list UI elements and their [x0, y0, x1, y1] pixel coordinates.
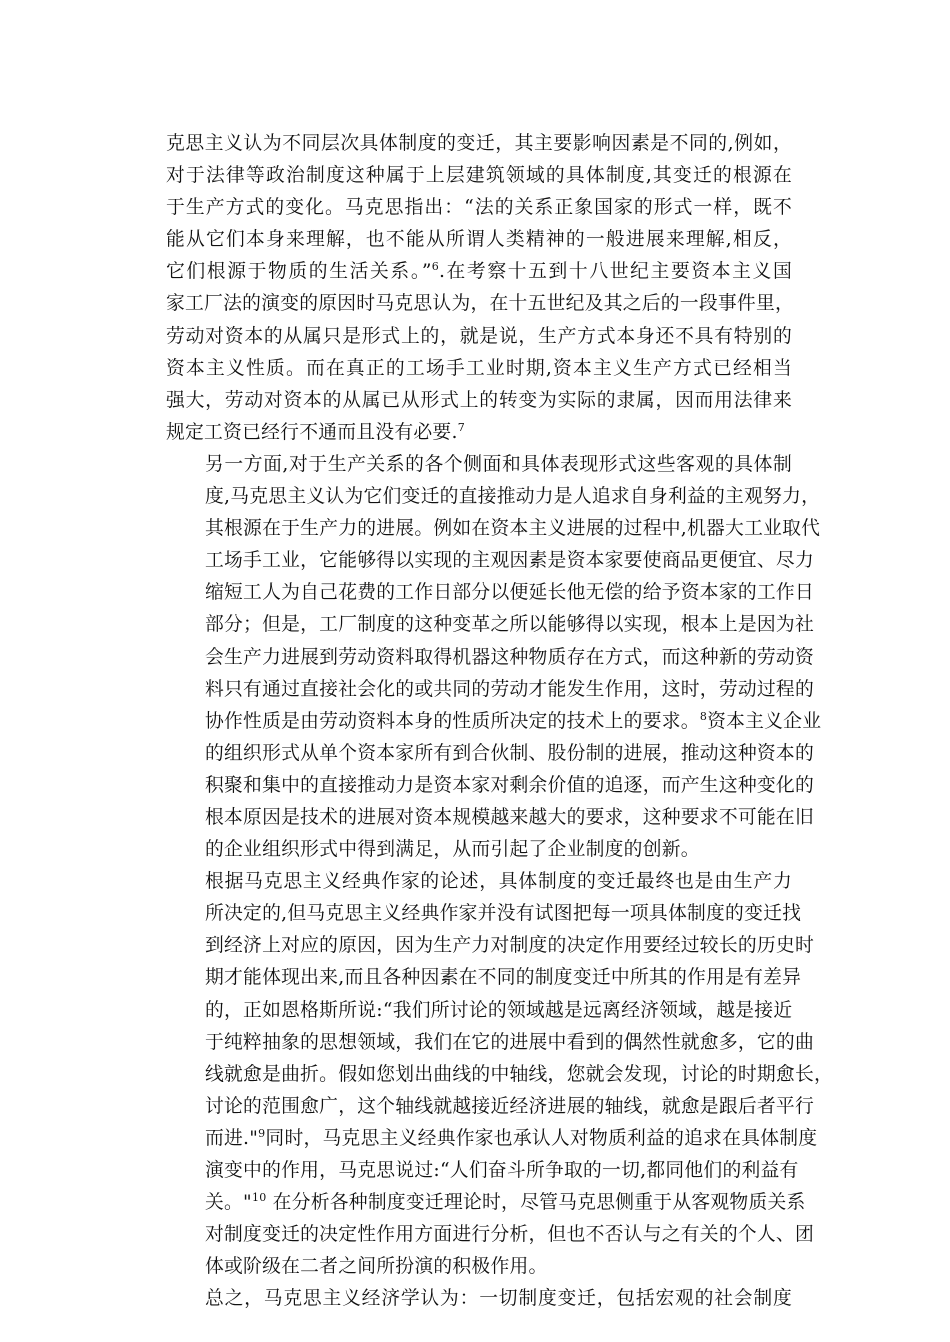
- text-line: [166, 802, 814, 834]
- text-line: [166, 962, 802, 994]
- text-line: [166, 321, 792, 353]
- line-text: 部分；但是，工厂制度的这种变革之所以能够得以实现，根本上是因为社: [205, 614, 814, 636]
- line-text-continued: 同时，马克思主义经典作家也承认人对物质利益的追求在具体制度: [265, 1127, 818, 1149]
- text-line: [166, 866, 792, 898]
- line-text: 缩短工人为自己花费的工作日部分以便延长他无偿的给予资本家的工作日: [205, 582, 814, 604]
- footnote-marker: 9: [258, 1126, 266, 1140]
- footnote-marker: 10: [251, 1191, 267, 1205]
- text-line: [166, 770, 814, 802]
- line-text: 规定工资已经行不通而且没有必要.: [166, 421, 458, 443]
- text-line: [166, 224, 792, 256]
- text-line: [166, 1283, 792, 1315]
- text-line: [166, 545, 814, 577]
- paragraph: [166, 128, 795, 449]
- line-text: 劳动对资本的从属只是形式上的，就是说，生产方式本身还不具有特别的: [166, 325, 792, 347]
- text-line: [166, 481, 821, 513]
- line-text: 能从它们本身来理解，也不能从所谓人类精神的一般进展来理解,相反，: [166, 229, 792, 251]
- footnote-marker: 8: [699, 709, 708, 723]
- paragraph: [166, 1283, 792, 1315]
- line-text: 克思主义认为不同层次具体制度的变迁，其主要影响因素是不同的,例如，: [166, 133, 792, 154]
- text-line: [166, 1123, 818, 1155]
- line-text: 强大，劳动对资本的从属已从形式上的转变为实际的隶属，因而用法律来: [166, 389, 792, 411]
- line-text: 它们根源于物质的生活关系。”: [166, 261, 432, 283]
- line-text: 于纯粹抽象的思想领域，我们在它的进展中看到的偶然性就愈多，它的曲: [205, 1031, 814, 1053]
- text-line: [166, 834, 792, 866]
- line-text: 根据马克思主义经典作家的论述，具体制度的变迁最终也是由生产力: [205, 871, 792, 893]
- line-text: 积聚和集中的直接推动力是资本家对剩余价值的追逐，而产生这种变化的: [205, 774, 814, 796]
- text-line: [166, 256, 792, 288]
- line-text: 对制度变迁的决定性作用方面进行分析，但也不否认与之有关的个人、团: [205, 1224, 814, 1246]
- text-line: [166, 1187, 806, 1219]
- line-text: 会生产力进展到劳动资料取得机器这种物质存在方式，而这种新的劳动资: [205, 646, 814, 668]
- text-line: [166, 288, 795, 320]
- footnote-marker: 7: [457, 420, 465, 434]
- paragraph: [166, 866, 834, 1283]
- line-text-continued: 在分析各种制度变迁理论时，尽管马克思侧重于从客观物质关系: [266, 1192, 806, 1214]
- text-line: [166, 706, 822, 738]
- line-text: 总之，马克思主义经济学认为：一切制度变迁，包括宏观的社会制度: [205, 1288, 792, 1310]
- text-line: [166, 160, 792, 192]
- line-text-continued: .在考察十五到十八世纪主要资本主义国: [438, 261, 792, 283]
- text-line: [166, 1219, 814, 1251]
- line-text: 对于法律等政治制度这种属于上层建筑领域的具体制度,其变迁的根源在: [166, 165, 792, 187]
- line-text: 体或阶级在二者之间所扮演的积极作用。: [205, 1256, 548, 1278]
- line-text-continued: 资本主义企业: [707, 710, 822, 732]
- line-text: 度,马克思主义认为它们变迁的直接推动力是人追求自身利益的主观努力，: [205, 486, 821, 508]
- text-line: [166, 449, 792, 481]
- line-text: 的，正如恩格斯所说:“我们所讨论的领域越是远离经济领域，越是接近: [205, 999, 793, 1021]
- text-line: [166, 353, 792, 385]
- line-text: 讨论的范围愈广，这个轴线就越接近经济进展的轴线，就愈是跟后者平行: [205, 1095, 814, 1117]
- body-text: [166, 128, 834, 1315]
- text-line: [166, 128, 792, 160]
- line-text: 关。": [205, 1192, 252, 1214]
- line-text: 资本主义性质。而在真正的工场手工业时期,资本主义生产方式已经相当: [166, 357, 792, 379]
- line-text: 线就愈是曲折。假如您划出曲线的中轴线，您就会发现，讨论的时期愈长，: [205, 1063, 834, 1085]
- line-text: 料只有通过直接社会化的或共同的劳动才能发生作用，这时，劳动过程的: [205, 678, 814, 700]
- line-text: 家工厂法的演变的原因时马克思认为，在十五世纪及其之后的一段事件里，: [166, 293, 795, 315]
- text-line: [166, 513, 821, 545]
- text-line: [166, 674, 814, 706]
- footnote-marker: 6: [431, 260, 439, 274]
- line-text: 所决定的,但马克思主义经典作家并没有试图把每一项具体制度的变迁找: [205, 903, 802, 925]
- line-text: 协作性质是由劳动资料本身的性质所决定的技术上的要求。: [205, 710, 700, 732]
- text-line: [166, 417, 792, 449]
- line-text: 其根源在于生产力的进展。例如在资本主义进展的过程中,机器大工业取代: [205, 518, 821, 540]
- text-line: [166, 1155, 799, 1187]
- line-text: 而进.": [205, 1127, 259, 1149]
- paragraph: [166, 449, 822, 866]
- text-line: [166, 995, 792, 1027]
- line-text: 于生产方式的变化。马克思指出：“法的关系正象国家的形式一样，既不: [166, 197, 792, 219]
- line-text: 期才能体现出来,而且各种因素在不同的制度变迁中所其的作用是有差异: [205, 967, 802, 989]
- text-line: [166, 1091, 814, 1123]
- line-text: 到经济上对应的原因，因为生产力对制度的决定作用要经过较长的历史时: [205, 935, 814, 957]
- line-text: 的企业组织形式中得到满足，从而引起了企业制度的创新。: [205, 839, 700, 861]
- line-text: 工场手工业，它能够得以实现的主观因素是资本家要使商品更便宜、尽力: [205, 550, 814, 572]
- text-line: [166, 1059, 834, 1091]
- line-text: 另一方面,对于生产关系的各个侧面和具体表现形式这些客观的具体制: [205, 453, 792, 475]
- line-text: 演变中的作用，马克思说过:“人们奋斗所争取的一切,都同他们的利益有: [205, 1160, 799, 1181]
- text-line: [166, 642, 814, 674]
- text-line: [166, 609, 814, 641]
- text-line: [166, 1251, 792, 1283]
- text-line: [166, 192, 792, 224]
- text-line: [166, 738, 814, 770]
- text-line: [166, 1027, 814, 1059]
- line-text: 根本原因是技术的进展对资本规模越来越大的要求，这种要求不可能在旧: [205, 806, 814, 828]
- text-line: [166, 930, 814, 962]
- line-text: 的组织形式从单个资本家所有到合伙制、股份制的进展，推动这种资本的: [205, 742, 814, 764]
- text-line: [166, 577, 814, 609]
- text-line: [166, 385, 792, 417]
- text-line: [166, 898, 802, 930]
